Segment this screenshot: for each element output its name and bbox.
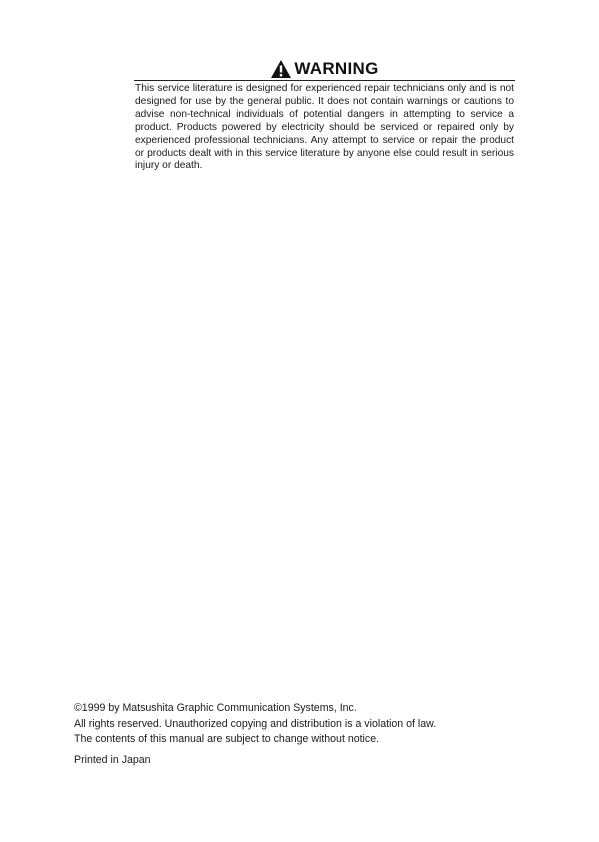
warning-triangle-icon (270, 59, 292, 79)
warning-title: WARNING (294, 59, 379, 78)
rights-line: All rights reserved. Unauthorized copying and distribution is a violation of law. (74, 717, 437, 730)
warning-header (134, 58, 515, 80)
warning-body-text: This service literature is designed for experienced repair technicians only and is not designed for use by the general public. It does not contain warnings or cautions to advise non-technical individuals of potential dangers in attempting to service a product. Products powered by electricity should be serviced or repaired only by experienced professional technicians. Any attempt to service or repair the product or products dealt with in this service literature by anyone else could result in serious injury or death. (135, 83, 514, 172)
copyright-line: ©1999 by Matsushita Graphic Communication Systems, Inc. (74, 702, 357, 714)
warning-divider (134, 80, 515, 81)
notice-line: The contents of this manual are subject to change without notice. (74, 733, 380, 745)
copyright-block (74, 701, 514, 748)
printed-in-line: Printed in Japan (74, 754, 151, 766)
